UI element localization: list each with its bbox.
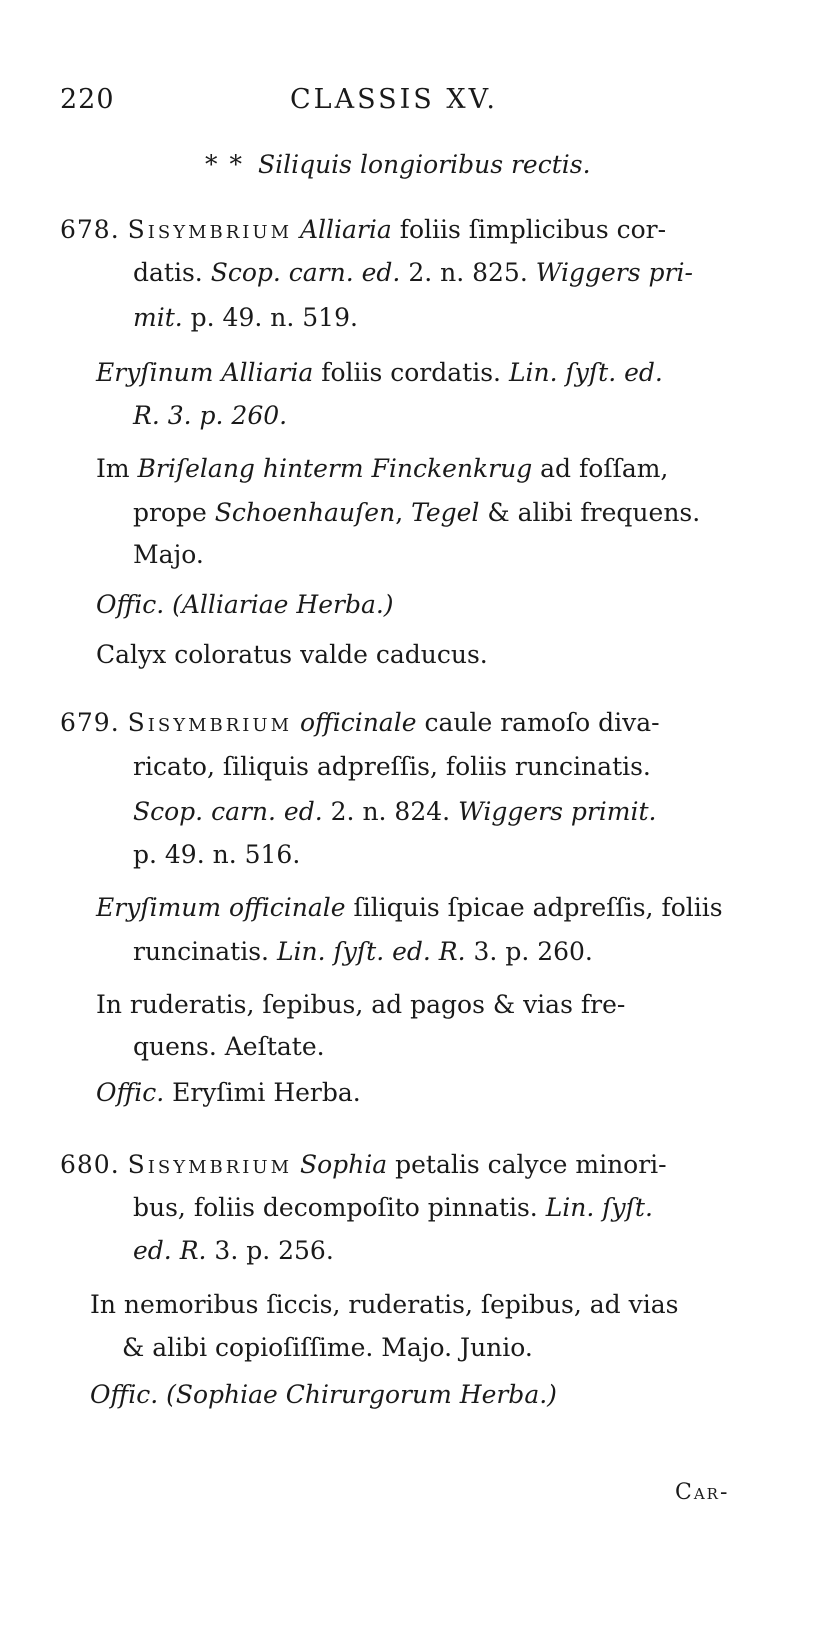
- description-text: datis.: [133, 258, 203, 287]
- reference-text: Wiggers primit.: [458, 797, 657, 826]
- officinal-text: Eryſimi Herba.: [172, 1078, 361, 1107]
- locality-name: Briſelang hinterm Finckenkrug: [137, 454, 533, 483]
- habitat-text: Im: [96, 454, 130, 483]
- entry-line: [60, 1150, 667, 1180]
- synonym-text: runcinatis.: [133, 937, 269, 966]
- description-text: caule ramoſo diva-: [424, 708, 660, 737]
- reference-number: 2. n. 825.: [408, 258, 528, 287]
- description-text: petalis calyce minori-: [395, 1150, 667, 1179]
- habitat-line: & alibi copioſiſſime. Majo. Junio.: [122, 1333, 533, 1362]
- synonym-text: ſiliquis ſpicae adpreſſis, foliis: [353, 893, 723, 922]
- habitat-text: & alibi frequens.: [487, 498, 701, 527]
- page-number: 220: [60, 84, 115, 115]
- habitat-line: quens. Aeſtate.: [133, 1032, 325, 1061]
- species-name: officinale: [299, 708, 417, 737]
- running-title: CLASSIS XV.: [290, 84, 498, 115]
- synonym-line: [96, 358, 663, 388]
- entry-number: 679.: [60, 708, 120, 737]
- officinal-label: Offic.: [96, 1078, 165, 1107]
- synonym-name: Eryſimum officinale: [96, 893, 346, 922]
- entry-line: p. 49. n. 516.: [133, 840, 301, 869]
- synonym-line: [96, 893, 723, 923]
- reference-text: R. 3. p. 260.: [133, 401, 288, 430]
- entry-line: [133, 1236, 334, 1266]
- page-header: [60, 84, 780, 124]
- habitat-text: ad foſſam,: [540, 454, 669, 483]
- genus-name: Sisymbrium: [127, 215, 292, 244]
- description-text: bus, foliis decompoſito pinnatis.: [133, 1193, 538, 1222]
- reference-text: Scop. carn. ed.: [133, 797, 323, 826]
- habitat-line: [133, 498, 700, 528]
- reference-text: Wiggers pri-: [535, 258, 693, 287]
- habitat-line: In ruderatis, ſepibus, ad pagos & vias fre-: [96, 990, 626, 1019]
- synonym-name: Eryſinum Alliaria: [96, 358, 314, 387]
- habitat-text: prope: [133, 498, 207, 527]
- entry-line: [60, 215, 666, 245]
- genus-name: Sisymbrium: [127, 708, 292, 737]
- description-text: foliis ſimplicibus cor-: [399, 215, 667, 244]
- reference-text: Scop. carn. ed.: [210, 258, 401, 287]
- officinal-line: Offic. (Alliariae Herba.): [96, 590, 394, 619]
- section-heading-text: Siliquis longioribus rectis.: [257, 150, 591, 179]
- reference-number: 2. n. 824.: [330, 797, 451, 826]
- habitat-text: Majo.: [133, 540, 204, 569]
- reference-text: mit.: [133, 303, 183, 332]
- reference-number: p. 49. n. 519.: [190, 303, 358, 332]
- officinal-line: Offic. (Sophiae Chirurgorum Herba.): [90, 1380, 557, 1409]
- locality-name: Schoenhauſen: [214, 498, 396, 527]
- section-stars: * *: [205, 150, 244, 179]
- entry-number: 678.: [60, 215, 120, 244]
- synonym-line: [133, 401, 287, 431]
- habitat-line: [133, 540, 204, 570]
- officinal-line: [96, 1078, 361, 1108]
- habitat-line: [96, 454, 668, 484]
- reference-number: 3. p. 256.: [214, 1236, 334, 1265]
- reference-text: Lin. ſyſt. ed.: [508, 358, 663, 387]
- note-line: Calyx coloratus valde caducus.: [96, 640, 488, 669]
- entry-number: 680.: [60, 1150, 120, 1179]
- entry-line: ricato, ſiliquis adpreſſis, foliis runcinatis.: [133, 752, 651, 781]
- reference-number: 3. p. 260.: [473, 937, 593, 966]
- reference-text: Lin. ſyſt.: [545, 1193, 653, 1222]
- synonym-text: foliis cordatis.: [321, 358, 501, 387]
- section-heading: [205, 150, 591, 179]
- entry-line: [133, 1193, 653, 1223]
- entry-line: [133, 797, 657, 827]
- reference-text: Lin. ſyſt. ed. R.: [276, 937, 466, 966]
- habitat-text: ,: [395, 498, 404, 527]
- genus-name: Sisymbrium: [127, 1150, 292, 1179]
- entry-line: [60, 708, 660, 738]
- species-name: Alliaria: [299, 215, 392, 244]
- synonym-line: [133, 937, 593, 967]
- reference-text: ed. R.: [133, 1236, 207, 1265]
- species-name: Sophia: [299, 1150, 388, 1179]
- entry-line: [133, 303, 358, 333]
- catchword: Car-: [675, 1480, 730, 1505]
- entry-line: [133, 258, 693, 288]
- locality-name: Tegel: [411, 498, 480, 527]
- habitat-line: In nemoribus ſiccis, ruderatis, ſepibus, ad vias: [90, 1290, 679, 1319]
